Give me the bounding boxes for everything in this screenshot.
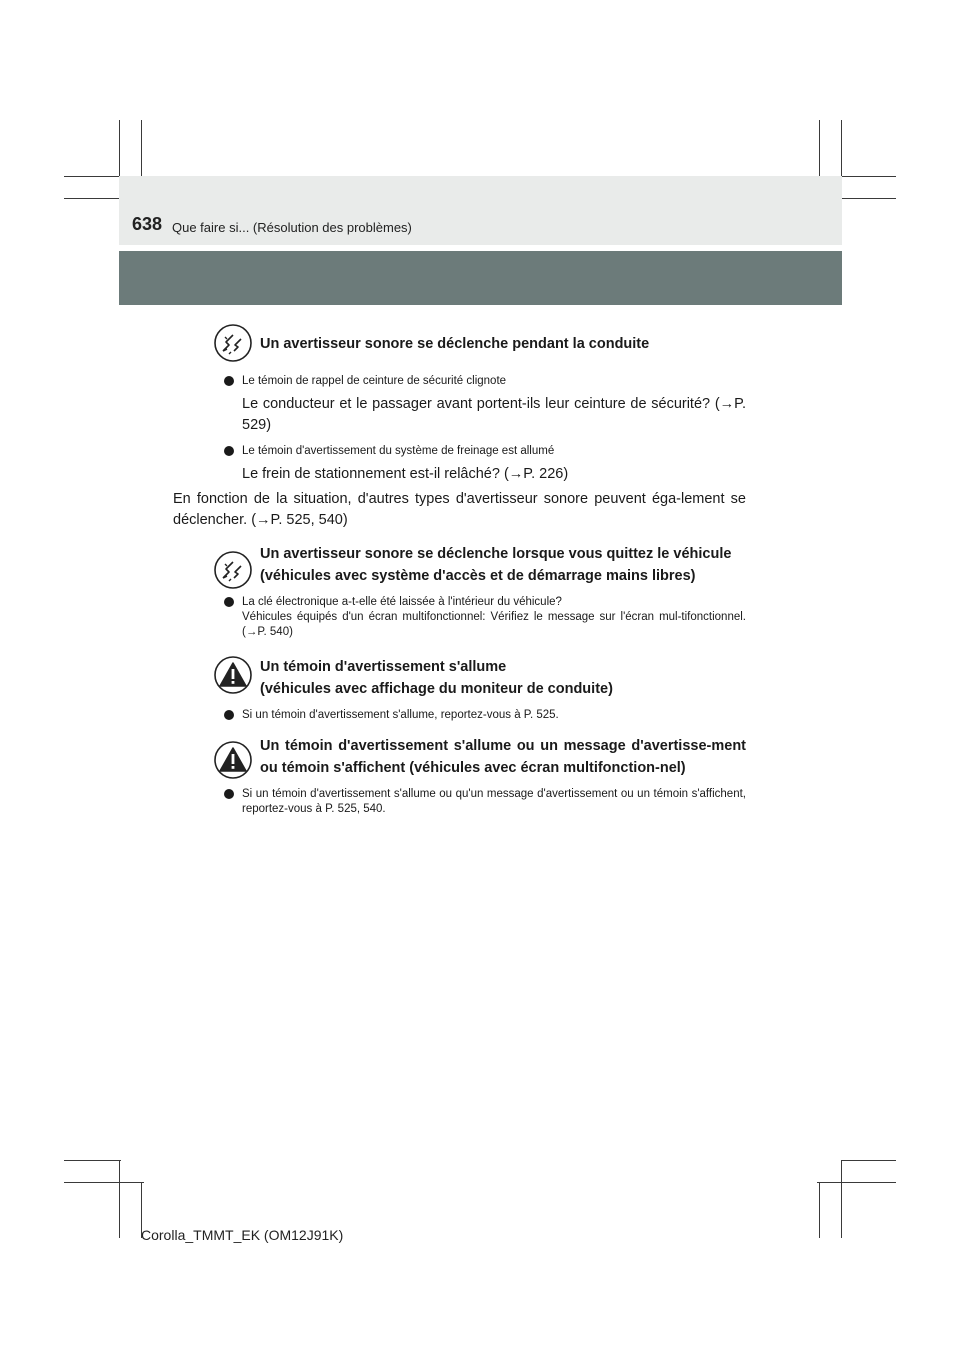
section-heading xyxy=(214,733,746,779)
heading-text: Un témoin d'avertissement s'allume ou un message d'avertisse-ment ou témoin s'affichent (véhicules avec écran multifonction-nel) xyxy=(260,738,746,776)
bullet-dot xyxy=(224,597,234,607)
warning-icon xyxy=(214,656,252,694)
crop-mark xyxy=(841,1160,896,1161)
list-item xyxy=(214,787,746,817)
warning-icon xyxy=(214,741,252,779)
bullet-text: Le témoin de rappel de ceinture de sécurité clignote xyxy=(242,375,507,387)
list-item xyxy=(214,595,746,640)
title-bar xyxy=(119,251,842,305)
heading-text: Un avertisseur sonore se déclenche pendant la conduite xyxy=(260,336,650,352)
footer-doc-id: Corolla_TMMT_EK (OM12J91K) xyxy=(141,1227,344,1243)
list-item xyxy=(214,708,746,723)
crop-mark xyxy=(64,198,120,199)
section-heading xyxy=(214,541,746,587)
heading-text xyxy=(260,541,746,587)
heading-line: (véhicules avec système d'accès et de démarrage mains libres) xyxy=(260,568,696,584)
bullet-answer: Le conducteur et le passager avant portent-ils leur ceinture de sécurité? (→P. 529) xyxy=(242,396,746,433)
bullet-text: Le témoin d'avertissement du système de freinage est allumé xyxy=(242,445,555,457)
buzzer-icon xyxy=(214,551,252,589)
section-heading xyxy=(214,654,746,700)
crop-mark xyxy=(819,1182,820,1238)
heading-text xyxy=(260,654,746,700)
bullet-line: Véhicules équipés d'un écran multifonctionnel: Vérifiez le message sur l'écran mul-tifonctionnel. (→P. 540) xyxy=(242,611,746,638)
bullet-text: Si un témoin d'avertissement s'allume, reportez-vous à P. 525. xyxy=(242,709,559,721)
crop-mark xyxy=(817,1182,896,1183)
heading-line: Un avertisseur sonore se déclenche lorsque vous quittez le véhicule xyxy=(260,546,732,562)
crop-mark xyxy=(64,1160,121,1161)
page-number: 638 xyxy=(132,214,163,234)
bullet-answer: Le frein de stationnement est-il relâché? (→P. 226) xyxy=(242,466,569,482)
section-title: Que faire si... (Résolution des problèmes) xyxy=(172,220,412,235)
heading-line: (véhicules avec affichage du moniteur de conduite) xyxy=(260,681,613,697)
buzzer-icon xyxy=(214,324,252,362)
list-item xyxy=(214,374,746,389)
bullet-dot xyxy=(224,376,234,386)
bullet-dot xyxy=(224,789,234,799)
bullet-dot xyxy=(224,446,234,456)
crop-mark xyxy=(64,1182,144,1183)
crop-mark xyxy=(841,1160,842,1238)
list-item xyxy=(214,444,746,459)
bullet-text: Si un témoin d'avertissement s'allume ou qu'un message d'avertissement ou un témoin s'affichent, reportez-vous à P. 525, 540. xyxy=(242,788,746,815)
section-heading xyxy=(214,322,746,366)
page-content xyxy=(173,322,746,817)
heading-line: Un témoin d'avertissement s'allume xyxy=(260,659,507,675)
bullet-line: La clé électronique a-t-elle été laissée à l'intérieur du véhicule? xyxy=(242,596,562,608)
bullet-dot xyxy=(224,710,234,720)
crop-mark xyxy=(841,198,896,199)
crop-mark xyxy=(119,1160,120,1238)
note-paragraph: En fonction de la situation, d'autres types d'avertisseur sonore peuvent éga-lement se déclencher. (→P. 525, 540) xyxy=(173,491,746,528)
